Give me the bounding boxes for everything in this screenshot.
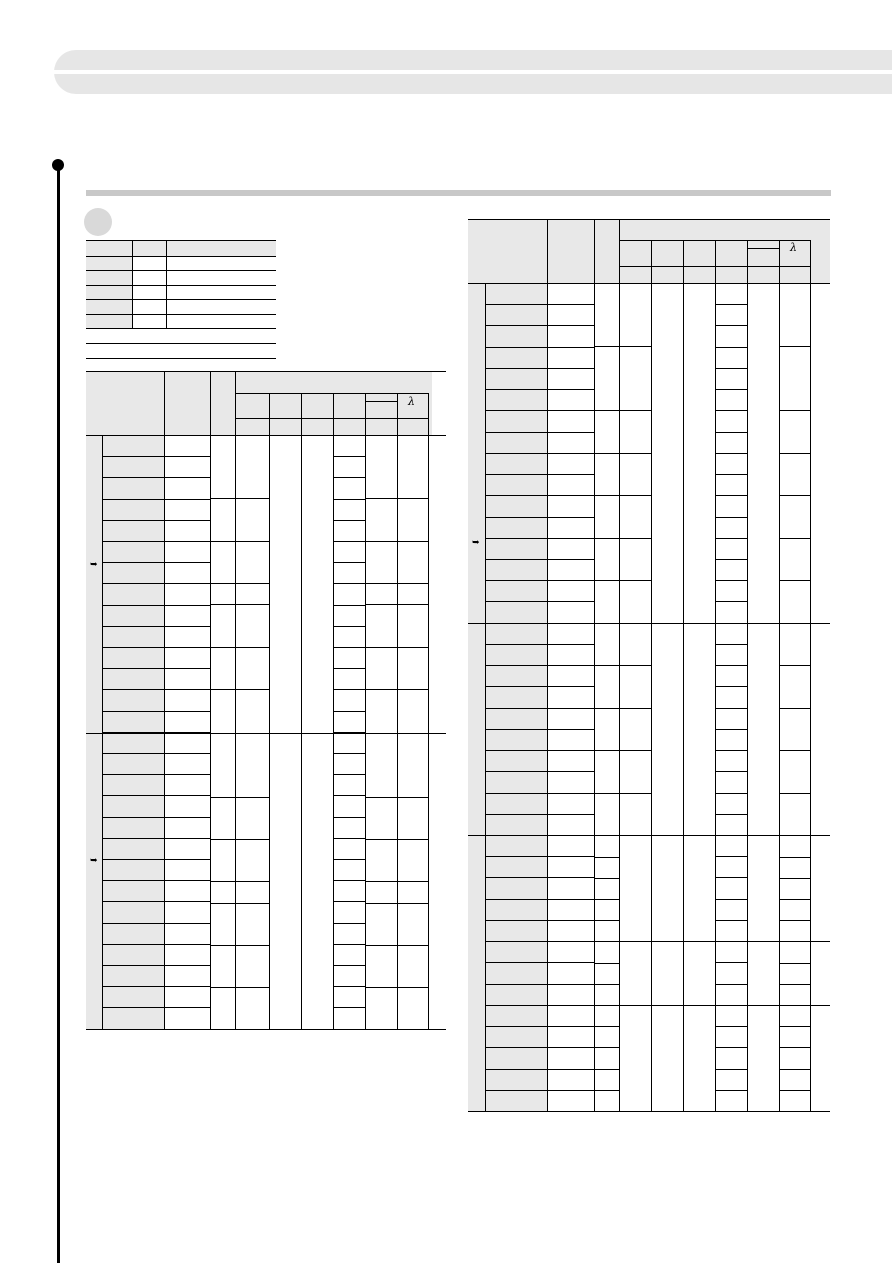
left-group2-arrow-icon: ➥ (90, 856, 98, 866)
right-group1-arrow-icon: ➥ (472, 538, 480, 548)
left-table-lambda-symbol: λ (408, 395, 415, 408)
left-group1-arrow-icon: ➥ (90, 560, 98, 570)
right-table-lambda-symbol: λ (790, 241, 797, 254)
